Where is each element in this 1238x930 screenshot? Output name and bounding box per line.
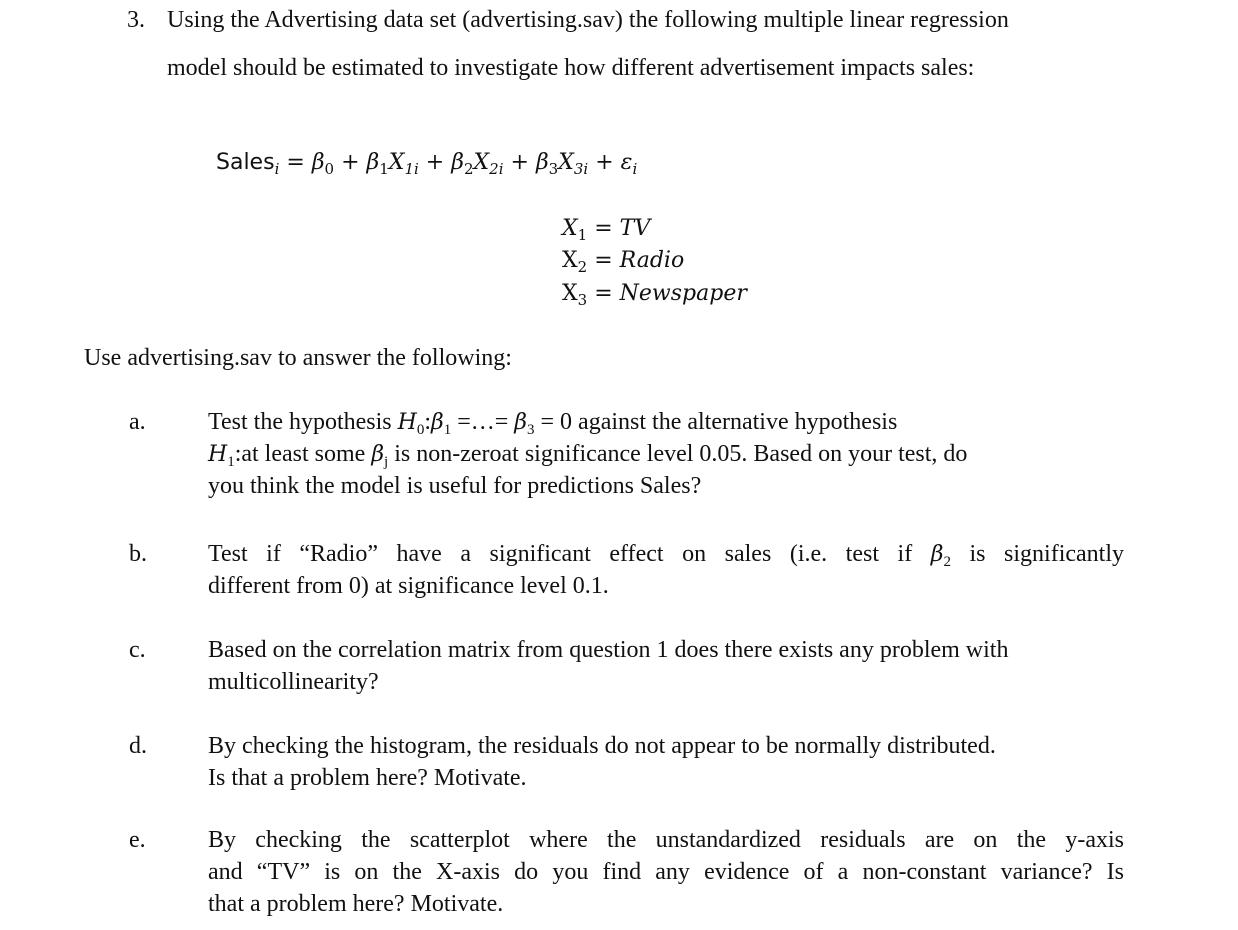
item-a-betaj: β xyxy=(371,442,385,467)
def-equals: = xyxy=(594,281,613,306)
item-a-text xyxy=(208,406,1124,502)
eq-beta2: β xyxy=(451,150,464,175)
item-b-beta2-sub: 2 xyxy=(943,554,951,570)
item-a-beta1-sub: 1 xyxy=(443,422,452,438)
item-a-h1-sub: 1 xyxy=(227,454,235,470)
def-var: X xyxy=(562,216,578,241)
eq-lhs-sub: i xyxy=(274,160,280,178)
question-number: 3. xyxy=(127,7,145,33)
item-a-betaj-sub: j xyxy=(384,454,389,470)
item-b-line-2: different from 0) at significance level 0.1. xyxy=(208,573,609,599)
item-e-text xyxy=(208,824,1124,920)
eq-x3: X xyxy=(558,150,574,175)
eq-x1: X xyxy=(388,150,405,175)
def-var-sub: 3 xyxy=(577,291,588,309)
eq-beta3: β xyxy=(535,150,549,175)
regression-equation xyxy=(216,146,637,186)
definition-x1 xyxy=(562,214,650,250)
def-var-sub: 1 xyxy=(577,226,588,244)
item-a-beta3-sub: 3 xyxy=(527,422,535,438)
item-b-line-1 xyxy=(208,538,1124,570)
item-e-line-2: and “TV” is on the X-axis do you find any evidence of a non-constant variance? Is xyxy=(208,859,1124,885)
item-marker-e: e. xyxy=(129,827,146,853)
eq-epsilon: ε xyxy=(620,150,633,175)
instructions-intro: Use advertising.sav to answer the following: xyxy=(84,345,512,371)
item-a-line-1 xyxy=(208,406,1124,438)
item-a-line-2 xyxy=(208,438,1124,470)
eq-plus-3: + xyxy=(510,150,529,175)
eq-lhs: Sales xyxy=(216,150,275,175)
item-a-l1-post: = 0 against the alternative hypothesis xyxy=(534,409,898,435)
item-b-l1-pre: Test if “Radio” have a significant effect on sales (i.e. test if xyxy=(208,541,931,567)
def-value: Radio xyxy=(619,248,685,273)
eq-beta1-sub: 1 xyxy=(379,160,389,178)
eq-x1-sub: 1i xyxy=(404,160,419,178)
eq-beta1: β xyxy=(366,150,380,175)
question-text-line-2: model should be estimated to investigate how different advertisement impacts sales: xyxy=(167,55,975,81)
eq-epsilon-sub: i xyxy=(632,160,638,178)
eq-plus-1: + xyxy=(341,150,360,175)
item-a-line-3: you think the model is useful for predictions Sales? xyxy=(208,473,702,499)
item-marker-b: b. xyxy=(129,541,147,567)
definition-x3 xyxy=(562,279,747,315)
def-var: X xyxy=(562,248,578,273)
item-c-line-1: Based on the correlation matrix from question 1 does there exists any problem with xyxy=(208,637,1009,663)
item-a-l1-pre: Test the hypothesis xyxy=(208,409,398,435)
question-text-line-1: Using the Advertising data set (advertising.sav) the following multiple linear regression xyxy=(167,7,1009,33)
eq-beta0-sub: 0 xyxy=(324,160,335,178)
eq-plus-2: + xyxy=(425,150,445,175)
item-a-l1-mid: =…= xyxy=(451,409,515,435)
eq-beta3-sub: 3 xyxy=(548,160,559,178)
eq-x2-sub: 2i xyxy=(489,160,504,178)
item-c-line-2: multicollinearity? xyxy=(208,669,379,695)
def-var-sub: 2 xyxy=(577,258,588,276)
item-marker-d: d. xyxy=(129,733,147,759)
item-b-text xyxy=(208,538,1124,602)
eq-beta2-sub: 2 xyxy=(463,160,474,178)
def-equals: = xyxy=(594,248,613,273)
def-var: X xyxy=(562,281,578,306)
item-a-beta3: β xyxy=(514,410,528,435)
item-d-line-2: Is that a problem here? Motivate. xyxy=(208,765,527,791)
item-a-colon: : xyxy=(424,409,431,435)
item-b-l1-post: is significantly xyxy=(950,541,1125,567)
item-c-text xyxy=(208,634,1124,698)
eq-plus-4: + xyxy=(595,150,614,175)
eq-equals: = xyxy=(286,150,305,175)
item-a-l2-post: is non-zeroat significance level 0.05. Based on your test, do xyxy=(388,441,968,467)
definition-x2 xyxy=(562,246,684,282)
item-a-l2-mid: :at least some xyxy=(234,441,372,467)
item-marker-a: a. xyxy=(129,409,146,435)
item-a-h0: H xyxy=(397,410,417,435)
item-a-beta1: β xyxy=(431,410,444,435)
item-a-h0-sub: 0 xyxy=(416,422,425,438)
def-value: Newspaper xyxy=(619,281,747,306)
item-d-line-1: By checking the histogram, the residuals do not appear to be normally distributed. xyxy=(208,733,996,759)
item-e-line-3: that a problem here? Motivate. xyxy=(208,891,504,917)
item-a-h1: H xyxy=(208,442,228,467)
eq-x3-sub: 3i xyxy=(573,160,589,178)
def-equals: = xyxy=(594,216,613,241)
item-d-text xyxy=(208,730,1124,794)
item-marker-c: c. xyxy=(129,637,146,663)
item-e-line-1: By checking the scatterplot where the unstandardized residuals are on the y-axis xyxy=(208,827,1124,853)
eq-beta0: β xyxy=(311,150,325,175)
item-b-beta2: β xyxy=(930,542,944,567)
def-value: TV xyxy=(619,216,651,241)
eq-x2: X xyxy=(473,150,490,175)
